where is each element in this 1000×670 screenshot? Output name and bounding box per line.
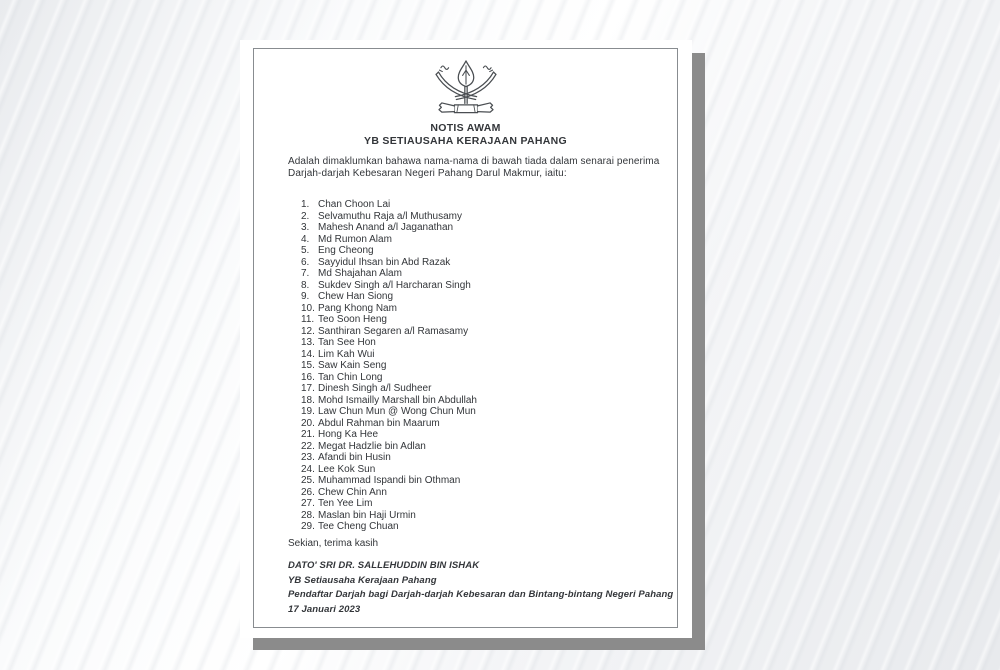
- notice-title: NOTIS AWAM: [430, 122, 501, 134]
- signature-block: [288, 559, 673, 617]
- document-border-frame: [253, 48, 678, 628]
- recipients-list: [301, 199, 477, 533]
- list-item: 25. Muhammad Ispandi bin Othman: [301, 475, 461, 486]
- list-item: 18. Mohd Ismailly Marshall bin Abdullah: [301, 394, 477, 406]
- signatory-title: YB Setiausaha Kerajaan Pahang: [288, 574, 437, 586]
- list-item: 5. Eng Cheong: [301, 245, 374, 256]
- list-item: 4. Md Rumon Alam: [301, 233, 392, 245]
- list-item: 21. Hong Ka Hee: [301, 429, 379, 440]
- list-item: 7. Md Shajahan Alam: [301, 268, 402, 279]
- signatory-role: Pendaftar Darjah bagi Darjah-darjah Kebesaran dan Bintang-bintang Negeri Pahang: [288, 589, 674, 600]
- list-item: 13. Tan See Hon: [301, 337, 376, 348]
- list-item: 12. Santhiran Segaren a/l Ramasamy: [301, 325, 469, 337]
- list-item: 8. Sukdev Singh a/l Harcharan Singh: [301, 279, 471, 291]
- intro-paragraph: [288, 156, 668, 180]
- intro-line-2: Darjah-darjah Kebesaran Negeri Pahang Darul Makmur, iaitu:: [288, 168, 567, 179]
- list-item: 1. Chan Choon Lai: [301, 199, 391, 210]
- list-item: 2. Selvamuthu Raja a/l Muthusamy: [301, 210, 462, 222]
- list-item: 27. Ten Yee Lim: [301, 498, 373, 509]
- list-item: 26. Chew Chin Ann: [301, 486, 387, 498]
- document-content: [254, 49, 677, 627]
- list-item: 29. Tee Cheng Chuan: [301, 521, 399, 532]
- closing-line: Sekian, terima kasih: [288, 538, 379, 549]
- list-item: 6. Sayyidul Ihsan bin Abd Razak: [301, 256, 451, 268]
- list-item: 16. Tan Chin Long: [301, 371, 383, 383]
- list-item: 22. Megat Hadzlie bin Adlan: [301, 440, 426, 452]
- list-item: 3. Mahesh Anand a/l Jaganathan: [301, 222, 454, 233]
- document-page: [240, 40, 692, 638]
- signatory-name: DATO' SRI DR. SALLEHUDDIN BIN ISHAK: [288, 560, 480, 571]
- list-item: 24. Lee Kok Sun: [301, 463, 376, 475]
- list-item: 15. Saw Kain Seng: [301, 360, 387, 371]
- pahang-state-crest-icon: [428, 59, 504, 120]
- list-item: 14. Lim Kah Wui: [301, 348, 375, 360]
- list-item: 11. Teo Soon Heng: [301, 314, 387, 325]
- list-item: 19. Law Chun Mun @ Wong Chun Mun: [301, 406, 476, 417]
- list-item: 17. Dinesh Singh a/l Sudheer: [301, 383, 432, 394]
- list-item: 20. Abdul Rahman bin Maarum: [301, 417, 440, 429]
- list-item: 28. Maslan bin Haji Urmin: [301, 509, 416, 521]
- intro-line-1: Adalah dimaklumkan bahawa nama-nama di bawah tiada dalam senarai penerima: [288, 156, 660, 167]
- list-item: 10. Pang Khong Nam: [301, 302, 397, 314]
- list-item: 9. Chew Han Siong: [301, 291, 394, 302]
- notice-subtitle: YB SETIAUSAHA KERAJAAN PAHANG: [364, 135, 567, 147]
- signature-date: 17 Januari 2023: [288, 603, 361, 615]
- list-item: 23. Afandi bin Husin: [301, 452, 391, 463]
